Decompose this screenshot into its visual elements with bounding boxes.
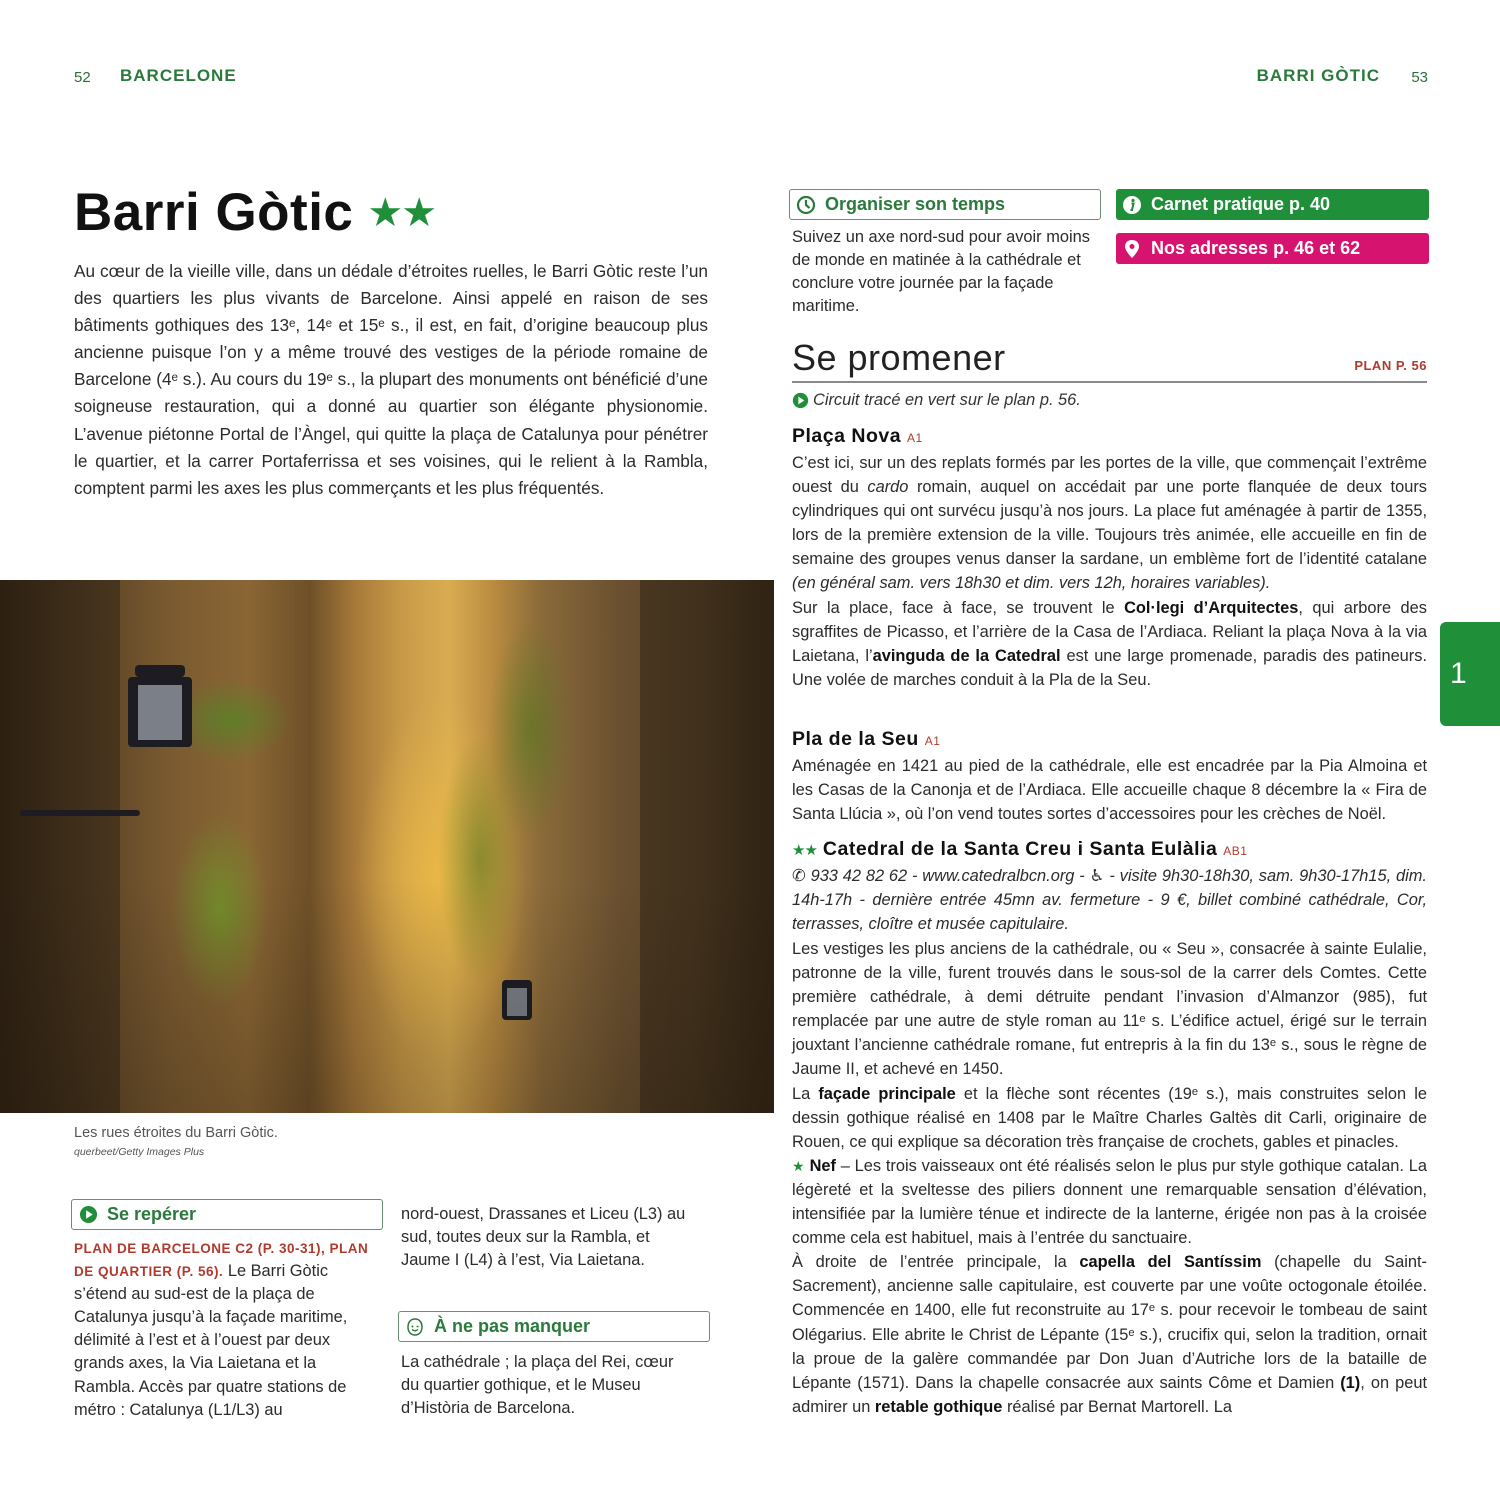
opening-hours: - visite 9h30-18h30, sam. 9h30-17h15, dim. 14h-17h - dernière entrée 45mn av. fermeture - 9 €, billet combiné cathédrale, Cor, terrasses, cloître et musée capitulaire. [792, 867, 1427, 934]
info-icon [1122, 195, 1142, 215]
pla-de-la-seu-body: Aménagée en 1421 au pied de la cathédrale, elle est encadrée par la Pia Almoina et les Casas de la Canonja et de l’Ardiaca. Elle accueille chaque 8 décembre la « Fira de Santa Llúcia », où l’on vend toutes sortes d’accessoires pour les crèches de Noël. [792, 757, 1427, 824]
se-reperer-text-continued: nord-ouest, Drassanes et Liceu (L3) au sud, toutes deux sur la Rambla, et Jaume I (L4) à l’est, Via Laietana. [401, 1205, 686, 1270]
photo-caption: Les rues étroites du Barri Gòtic. [74, 1125, 278, 1141]
placa-nova-body [792, 451, 1427, 692]
phone-icon: ✆ [792, 867, 806, 885]
phone-number: 933 42 82 62 [810, 867, 908, 885]
circuit-text: Circuit tracé en vert sur le plan p. 56. [813, 391, 1081, 409]
page-title [74, 182, 435, 243]
text: À droite de l’entrée principale, la [792, 1253, 1080, 1272]
clock-icon [796, 195, 816, 215]
section-divider [792, 381, 1427, 383]
organiser-label: Organiser son temps [825, 194, 1006, 214]
website: - www.catedralbcn.org - [907, 867, 1090, 885]
page-title-text: Barri Gòtic [74, 183, 354, 242]
text: Les vestiges les plus anciens de la cathédrale, ou « Seu », consacrée à sainte Eulalie, patronne de la ville, furent trouvés dans le sous-sol de la carrer dels Comtes. Cette première cathédrale, à demi détruite pendant l’invasion d’Almanzor (985), fut remplacée par une autre de style roman au 11ᵉ s. L’édifice actuel, érigé sur le terrain jouxtant l’ancienne cathédrale romane, fut entrepris à la fin du 13ᵉ s., sous le règne de Jaume II, et achevé en 1450. [792, 940, 1427, 1079]
ne-pas-manquer-text: La cathédrale ; la plaça del Rei, cœur du quartier gothique, et le Museu d’Història de Barcelona. [401, 1353, 674, 1418]
se-reperer-body: Le Barri Gòtic s’étend au sud-est de la plaça de Catalunya jusqu’à la façade maritime, délimité à l’est et à l’ouest par deux grands axes, la Via Laietana et la Rambla. Accès par quatre stations de métro : Catalunya (L1/L3) au [74, 1262, 348, 1419]
street-photo [0, 580, 774, 1113]
section-title: Se promener [792, 337, 1006, 378]
text: Sur la place, face à face, se trouvent le [792, 598, 1125, 617]
text: – Les trois vaisseaux ont été réalisés selon le plus pur style gothique catalan. La légèreté et la sveltesse des piliers donnent une remarquable sensation d’élévation, intensifiée par la lumière ténue et indirecte de la lanterne, érigée non pas à la croisée comme cela est habituel, mais à l’entrée du sanctuaire. [792, 1156, 1427, 1248]
se-reperer-label: Se repérer [107, 1204, 197, 1224]
map-grid-ref: A1 [924, 734, 941, 748]
se-reperer-heading [71, 1199, 383, 1230]
right-page-number: 53 [1411, 69, 1428, 86]
entry-name: Plaça Nova [792, 425, 902, 447]
se-reperer-text [74, 1237, 374, 1422]
ne-pas-manquer-heading [398, 1311, 710, 1342]
text: réalisé par Bernat Martorell. La [1002, 1397, 1232, 1416]
highlight: retable gothique [874, 1397, 1003, 1416]
plan-reference: PLAN DE BARCELONE C2 (P. 30-31), PLAN DE QUARTIER (P. 56). [74, 1241, 369, 1280]
map-number: (1) [1340, 1373, 1361, 1392]
highlight: Nef [809, 1156, 836, 1175]
nos-adresses-link[interactable] [1116, 233, 1429, 264]
plan-page-reference: PLAN P. 56 [1354, 358, 1427, 373]
smiley-face-icon [405, 1317, 425, 1337]
map-grid-ref: AB1 [1223, 844, 1248, 858]
map-grid-ref: A1 [906, 431, 923, 445]
circuit-note [792, 391, 1081, 410]
chapter-number: 1 [1450, 657, 1467, 690]
text: C’est ici, sur un des replats formés par les portes de la ville, que commençait l’extrême ouest du [792, 454, 1427, 497]
left-page-number: 52 [74, 69, 91, 86]
text: (chapelle du Saint-Sacrement), ancienne salle capitulaire, est couverte par une voûte octogonale étoilée. Commencée en 1400, elle fut reconstruite au 17ᵉ s. pour recevoir le tombeau de saint Olégarius. Elle abrite le Christ de Lépante (15ᵉ s.), crucifix qui, selon la tradition, ornait la proue de la galère commandée par Don Juan d’Autriche lors de la bataille de Lépante (1571). Dans la chapelle consacrée aux saints Côme et Damien [792, 1253, 1427, 1392]
right-running-head: BARRI GÒTIC [1256, 66, 1380, 85]
organiser-heading [789, 189, 1101, 220]
chapter-thumb-tab [1440, 622, 1500, 726]
carnet-pratique-link[interactable] [1116, 189, 1429, 220]
photo-credit: querbeet/Getty Images Plus [74, 1146, 205, 1158]
ne-pas-manquer-label: À ne pas manquer [434, 1316, 591, 1336]
text-italic: cardo [867, 478, 909, 497]
highlight: capella del Santíssim [1079, 1253, 1262, 1272]
highlight: avinguda de la Catedral [872, 646, 1061, 665]
highlight: Col·legi d’Arquitectes [1124, 598, 1299, 617]
left-running-head: BARCELONE [120, 66, 237, 85]
nos-adresses-label: Nos adresses p. 46 et 62 [1151, 238, 1361, 258]
text: La [792, 1084, 819, 1103]
play-circle-icon [792, 392, 809, 409]
intro-paragraph: Au cœur de la vieille ville, dans un dédale d’étroites ruelles, le Barri Gòtic reste l’un des quartiers les plus vivants de Barcelone. Ainsi appelé en raison de ses bâtiments gothiques des 13ᵉ, 14ᵉ et 15ᵉ s., il est, en fait, d’origine beaucoup plus ancienne puisque l’on y a même trouvé des vestiges de la période romaine de Barcelone (4ᵉ s.). Au cours du 19ᵉ s., la plupart des monuments ont bénéficié d’une soigneuse restauration, qui a donné au quartier son élégante physionomie. L’avenue piétonne Portal de l’Àngel, qui quitte la plaça de Catalunya pour pénétrer le quartier, et la carrer Portaferrissa et ses voisines, qui le relient à la Rambla, comptent parmi les axes les plus commerçants et les plus fréquentés. [74, 261, 708, 498]
wheelchair-icon: ♿ [1089, 867, 1105, 885]
entry-title-catedral [792, 838, 1247, 861]
highlight: façade principale [818, 1084, 956, 1103]
catedral-practical-info [792, 864, 1427, 936]
text: , qui arbore des sgraffites de Picasso, et l’arrière de la Casa de l’Ardiaca. Reliant la plaça Nova à la via Laietana, l’ [792, 598, 1427, 665]
hours-italic: (en général sam. vers 18h30 et dim. vers 12h, horaires variables). [792, 574, 1271, 593]
rating-stars-icon: ★★ [367, 191, 436, 235]
text: romain, auquel on accédait par une porte flanquée de deux tours cylindriques qui ont survécu jusqu’à nos jours. La place fut aménagée à partir de 1355, lors de la première extension de la ville. Toujours très animée, elle accueille en fin de semaine des groupes venus danser la sardane, un emblème fort de l’identité catalane [792, 478, 1427, 569]
text: , on peut admirer un [792, 1373, 1427, 1416]
carnet-pratique-label: Carnet pratique p. 40 [1151, 194, 1331, 214]
text: et la flèche sont récentes (19ᵉ s.), mais construites selon le dessin gothique réalisé en 1408 par le Maître Charles Galtès dit Carli, originaire de Rouen, ce qui explique sa décoration très française de crochets, gables et pinacles. [792, 1084, 1427, 1151]
play-circle-icon [78, 1205, 98, 1225]
catedral-body [792, 937, 1427, 1419]
text: est une large promenade, paradis des patineurs. Une volée de marches conduit à la Pla de la Seu. [792, 646, 1428, 689]
organiser-text: Suivez un axe nord-sud pour avoir moins de monde en matinée à la cathédrale et conclure votre journée par la façade maritime. [792, 228, 1090, 316]
entry-name: Catedral de la Santa Creu i Santa Eulàlia [822, 838, 1218, 860]
entry-title-pla-de-la-seu [792, 728, 940, 751]
rating-stars-icon: ★★ [792, 842, 817, 859]
map-pin-icon [1122, 239, 1142, 259]
star-icon: ★ [792, 1157, 805, 1174]
entry-title-placa-nova [792, 425, 923, 448]
entry-name: Pla de la Seu [792, 728, 919, 750]
